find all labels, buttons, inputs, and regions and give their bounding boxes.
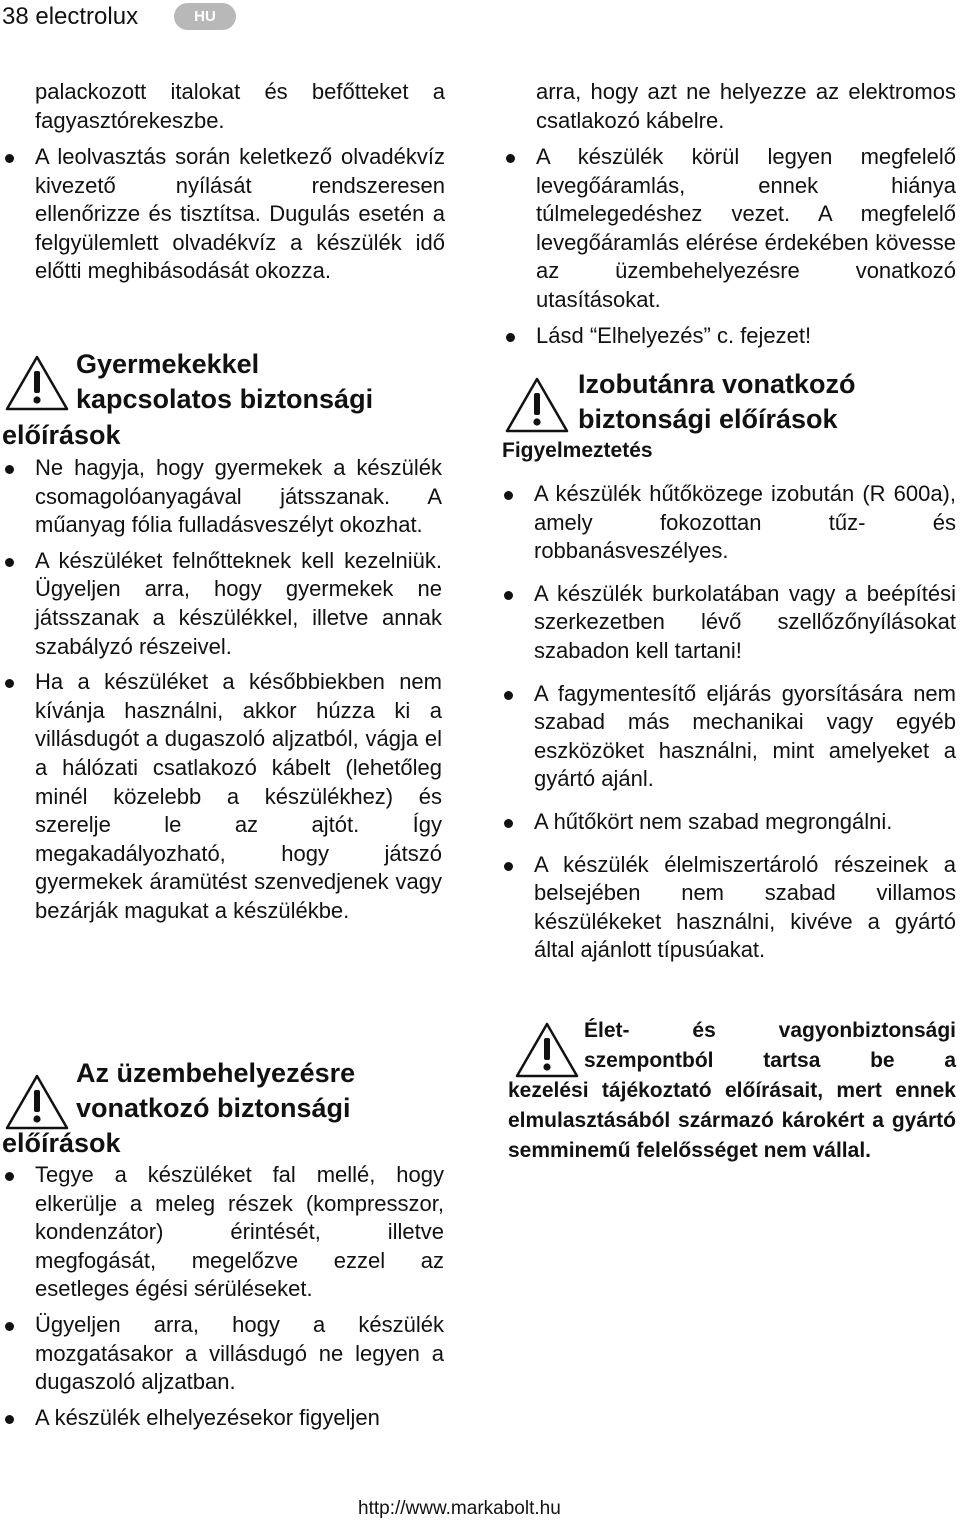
install-bullets [35, 1161, 444, 1432]
list-item: A hűtőkört nem szabad megrongálni. [534, 808, 956, 837]
bullet-icon [504, 491, 513, 500]
bullet-icon [504, 591, 513, 600]
warning-triangle-icon [514, 1020, 580, 1080]
list-item: Lásd “Elhelyezés” c. fejezet! [536, 322, 956, 351]
bullet-icon [5, 465, 14, 474]
list-item: A fagymentesítő eljárás gyorsítására nem szabad más mechanikai vagy egyéb eszközöket használni, mint amelyeket a gyártó ajánl. [534, 680, 956, 794]
list-item: Ne hagyja, hogy gyermekek a készülék csomagolóanyagával játsszanak. A műanyag fólia fulladásveszélyt okozhat. [35, 454, 442, 540]
list-item: Tegye a készüléket fal mellé, hogy elkerülje a meleg részek (kompresszor, kondenzátor) érintését, illetve megfogását, megelőzve ezzel az esetleges égési sérüléseket. [35, 1161, 444, 1304]
children-warning-heading [0, 345, 445, 455]
list-item: A leolvasztás során keletkező olvadékvíz kivezető nyílását rendszeresen ellenőrizze és tisztítsa. Dugulás esetén a felgyülemlett olvadékvíz a készülék idő előtti meghibásodását okozza. [35, 143, 445, 286]
section-subtitle: Figyelmeztetés [502, 439, 653, 462]
warning-text-line: Élet- és vagyonbiztonsági [584, 1019, 956, 1042]
defrost-bullet [35, 143, 445, 286]
section-title: vonatkozó biztonsági [76, 1093, 351, 1123]
bullet-icon [5, 558, 14, 567]
intro-paragraph: arra, hogy azt ne helyezze az elektromos csatlakozó kábelre. [536, 79, 956, 133]
list-item: Ügyeljen arra, hogy a készülék mozgatásakor a villásdugó ne legyen a dugaszoló aljzatban. [35, 1311, 444, 1397]
bullet-icon [504, 819, 513, 828]
right-top-bullets [536, 143, 956, 350]
bullet-icon [5, 1172, 14, 1181]
section-title: kapcsolatos biztonsági [76, 384, 374, 414]
bullet-icon [504, 691, 513, 700]
bullet-icon [5, 679, 14, 688]
section-title: Izobutánra vonatkozó [578, 369, 856, 399]
section-title: előírások [2, 1128, 121, 1158]
list-item: A készülék hűtőközege izobután (R 600a), amely fokozottan tűz- és robbanásveszélyes. [534, 480, 956, 566]
bullet-icon [5, 1415, 14, 1424]
right-intro [536, 78, 956, 135]
list-item: A készülék élelmiszertároló részeinek a belsejében nem szabad villamos készülékeket használni, kivéve a gyártó által ajánlott típusúakat. [534, 851, 956, 965]
warning-triangle-icon [4, 353, 70, 413]
bullet-icon [506, 333, 515, 342]
bullet-icon [504, 862, 513, 871]
list-item: Ha a készüléket a későbbiekben nem kívánja használni, akkor húzza ki a villásdugót a dugaszoló aljzatból, vágja el a hálózati csatlakozó kábelt (lehetőleg minél közelebb a készülékhez) és szerelje le az ajtót. Így megakadályozható, hogy játszó gyermekek áramütést szenvedjenek vagy bezárják magukat a készülékbe. [35, 668, 442, 925]
bullet-icon [506, 154, 515, 163]
list-item: A készüléket felnőtteknek kell kezelniük. Ügyeljen arra, hogy gyermekek ne játsszanak a készülékkel, illetve annak szabályzó részeivel. [35, 547, 442, 661]
isobutane-warning-heading [500, 365, 958, 465]
section-title: előírások [2, 420, 121, 450]
bullet-icon [5, 1322, 14, 1331]
isobutane-bullets [534, 480, 956, 965]
section-title: Gyermekekkel [76, 349, 260, 379]
final-warning [500, 1014, 958, 1204]
left-intro [35, 78, 445, 135]
section-title: Az üzembehelyezésre [76, 1058, 356, 1088]
warning-text: kezelési tájékoztató előírásait, mert ennek elmulasztásából származó károkért a gyártó semminemű felelősséget nem vállal. [508, 1079, 956, 1162]
page-number: 38 electrolux [2, 3, 139, 30]
install-warning-heading [0, 1052, 445, 1162]
footer-url: http://www.markabolt.hu [358, 1498, 561, 1519]
list-item: A készülék elhelyezésekor figyeljen [35, 1404, 444, 1433]
intro-paragraph: palackozott italokat és befőtteket a fagyasztórekeszbe. [35, 79, 445, 133]
language-badge: HU [174, 3, 236, 30]
bullet-icon [5, 154, 14, 163]
children-bullets [35, 454, 442, 926]
list-item: A készülék burkolatában vagy a beépítési szerkezetben lévő szellőzőnyílásokat szabadon kell tartani! [534, 580, 956, 666]
list-item: A készülék körül legyen megfelelő levegőáramlás, ennek hiánya túlmelegedéshez vezet. A megfelelő levegőáramlás elérése érdekében kövesse az üzembehelyezésre vonatkozó utasításokat. [536, 143, 956, 315]
warning-triangle-icon [504, 375, 570, 435]
warning-triangle-icon [4, 1072, 70, 1132]
page-header [0, 0, 960, 34]
warning-text-line: szempontból tartsa be a [584, 1049, 956, 1072]
section-title: biztonsági előírások [578, 404, 838, 434]
